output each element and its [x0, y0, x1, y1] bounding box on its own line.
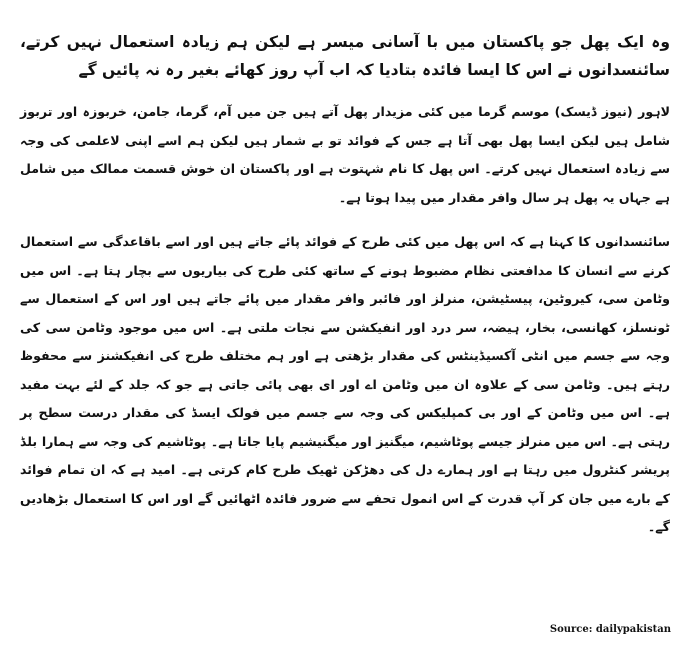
source-credit: Source: dailypakistan: [549, 624, 671, 635]
article-paragraph-intro: لاہور (نیوز ڈیسک) موسم گرما میں کئی مزیدار پھل آتے ہیں جن میں آم، گرما، جامن، خربوزہ اور تربوز شامل ہیں لیکن ایسا پھل بھی آتا ہے جس کے فوائد تو بے شمار ہیں لیکن ہم اسے اپنی لاعلمی کی وجہ سے زیادہ استعمال نہیں کرتے۔ اس پھل کا نام شہتوت ہے اور پاکستان ان خوش قسمت ممالک میں شامل ہے جہاں یہ پھل ہر سال وافر مقدار میں پیدا ہوتا ہے۔: [20, 104, 670, 205]
article-paragraph-benefits: سائنسدانوں کا کہنا ہے کہ اس پھل میں کئی طرح کے فوائد پائے جاتے ہیں اور اسے باقاعدگی سے استعمال کرنے سے انسان کا مدافعتی نظام مضبوط ہونے کے ساتھ کئی طرح کی بیاریوں سے بچار ہتا ہے۔ اس میں وٹامن سی، کیروٹین، پیسٹیشن، منرلز اور فائبر وافر مقدار میں پائے جاتے ہیں اور اس کے استعمال سے ٹونسلز، کھانسی، بخار، ہیضہ، سر درد اور انفیکشن سے نجات ملتی ہے۔ اس میں موجود وٹامن سی کی وجہ سے جسم میں انٹی آکسیڈینٹس کی مقدار بڑھتی ہے اور ہم مختلف طرح کی انفیکشنز سے محفوظ رہتے ہیں۔ وٹامن سی کے علاوہ ان میں وٹامن اے اور ای بھی پائی جاتی ہے جو کہ جلد کے لئے بہت مفید ہے۔ اس میں وٹامن کے اور بی کمپلیکس کی وجہ سے جسم میں فولک ایسڈ کی مقدار درست سطح پر رہتی ہے۔ اس میں منرلز جیسے پوٹاشیم، میگنیز اور میگنیشیم پایا جاتا ہے۔ پوٹاشیم کی وجہ سے ہمارا بلڈ پریشر کنٹرول میں رہتا ہے اور ہمارے دل کی دھڑکن ٹھیک طرح کام کرتی ہے۔ امید ہے کہ ان تمام فوائد کے بارے میں جان کر آپ قدرت کے اس انمول تحفے سے ضرور فائدہ اٹھائیں گے اور اس کا استعمال بڑھادیں گے۔: [20, 234, 670, 534]
article-headline: وہ ایک پھل جو پاکستان میں با آسانی میسر ہے لیکن ہم زیادہ استعمال نہیں کرتے، سائنسدانوں نے اس کا ایسا فائدہ بتادیا کہ اب آپ روز کھائے بغیر رہ نہ پائیں گے: [20, 33, 670, 79]
article: [20, 28, 670, 558]
